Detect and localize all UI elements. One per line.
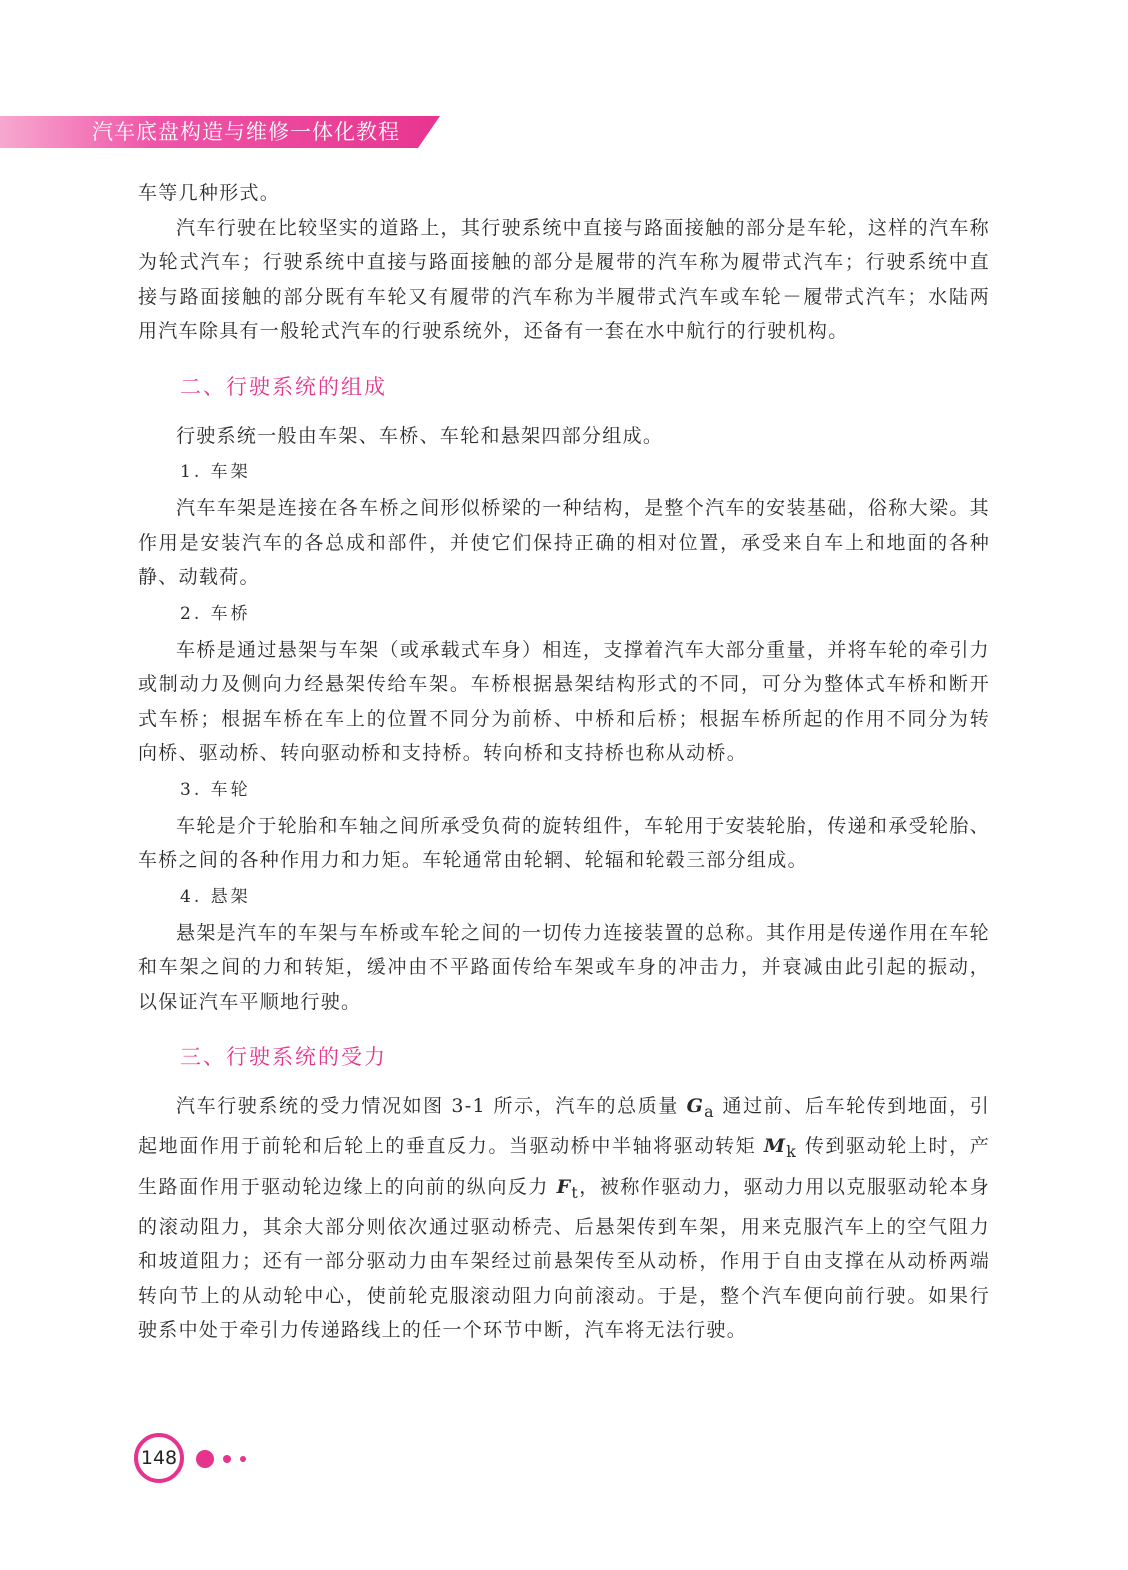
symbol-subscript: k — [786, 1142, 798, 1162]
section-heading: 二、行驶系统的组成 — [180, 374, 387, 399]
paragraph: 汽车车架是连接在各车桥之间形似桥梁的一种结构，是整个汽车的安装基础，俗称大梁。其作用是安装汽车的各总成和部件，并使它们保持正确的相对位置，承受来自车上和地面的各种静、动载荷。 — [138, 497, 990, 588]
symbol-ga: G — [686, 1095, 705, 1117]
text-run: 通过前、后车轮传到地面，引起地面作用于前轮和后轮上的垂直反力。当驱动桥中半轴将驱动转矩 — [138, 1095, 990, 1158]
symbol-subscript: a — [704, 1101, 715, 1121]
paragraph: 汽车行驶在比较坚实的道路上，其行驶系统中直接与路面接触的部分是车轮，这样的汽车称为轮式汽车；行驶系统中直接与路面接触的部分是履带的汽车称为履带式汽车；行驶系统中直接与路面接触的部分既有车轮又有履带的汽车称为半履带式汽车或车轮－履带式汽车；水陆两用汽车除具有一般轮式汽车的行驶系统外，还备有一套在水中航行的行驶机构。 — [138, 216, 990, 342]
page-content — [138, 176, 990, 1348]
page-number: 148 — [134, 1433, 184, 1483]
paragraph: 车等几种形式。 — [138, 182, 281, 204]
subsection-heading: 4. 悬架 — [180, 886, 251, 907]
paragraph-forces — [138, 1089, 990, 1348]
text-run: 汽车行驶系统的受力情况如图 3-1 所示，汽车的总质量 — [176, 1095, 687, 1117]
paragraph: 车桥是通过悬架与车架（或承载式车身）相连，支撑着汽车大部分重量，并将车轮的牵引力或制动力及侧向力经悬架传给车架。车桥根据悬架结构形式的不同，可分为整体式车桥和断开式车桥；根据车桥在车上的位置不同分为前桥、中桥和后桥；根据车桥所起的作用不同分为转向桥、驱动桥、转向驱动桥和支持桥。转向桥和支持桥也称从动桥。 — [138, 638, 990, 764]
symbol-mk: M — [763, 1135, 787, 1158]
symbol-subscript: t — [571, 1182, 580, 1202]
decorative-dot-icon — [223, 1455, 231, 1463]
text-run: ，被称作驱动力，驱动力用以克服驱动轮本身的滚动阻力，其余大部分则依次通过驱动桥壳、后悬架传到车架，用来克服汽车上的空气阻力和坡道阻力；还有一部分驱动力由车架经过前悬架传至从动桥，作用于自由支撑在从动桥两端转向节上的从动轮中心，使前轮克服滚动阻力向前滚动。于是，整个汽车便向前行驶。如果行驶系中处于牵引力传递路线上的任一个环节中断，汽车将无法行驶。 — [138, 1175, 990, 1342]
decorative-dot-icon — [196, 1450, 214, 1468]
subsection-heading: 3. 车轮 — [180, 779, 251, 800]
symbol-ft: F — [556, 1175, 572, 1198]
paragraph: 悬架是汽车的车架与车桥或车轮之间的一切传力连接装置的总称。其作用是传递作用在车轮和车架之间的力和转矩，缓冲由不平路面传给车架或车身的冲击力，并衰减由此引起的振动，以保证汽车平顺地行驶。 — [138, 921, 990, 1013]
decorative-dot-icon — [240, 1456, 246, 1462]
subsection-heading: 2. 车桥 — [180, 603, 251, 624]
book-title: 汽车底盘构造与维修一体化教程 — [92, 120, 400, 144]
text-run: 传到驱动轮上时，产生路面作用于驱动轮边缘上的向前的纵向反力 — [138, 1135, 990, 1198]
section-heading: 三、行驶系统的受力 — [180, 1045, 387, 1069]
paragraph: 车轮是介于轮胎和车轴之间所承受负荷的旋转组件，车轮用于安装轮胎，传递和承受轮胎、车桥之间的各种作用力和力矩。车轮通常由轮辋、轮辐和轮毂三部分组成。 — [138, 814, 990, 871]
subsection-heading: 1. 车架 — [180, 462, 251, 482]
paragraph: 行驶系统一般由车架、车桥、车轮和悬架四部分组成。 — [176, 424, 664, 447]
